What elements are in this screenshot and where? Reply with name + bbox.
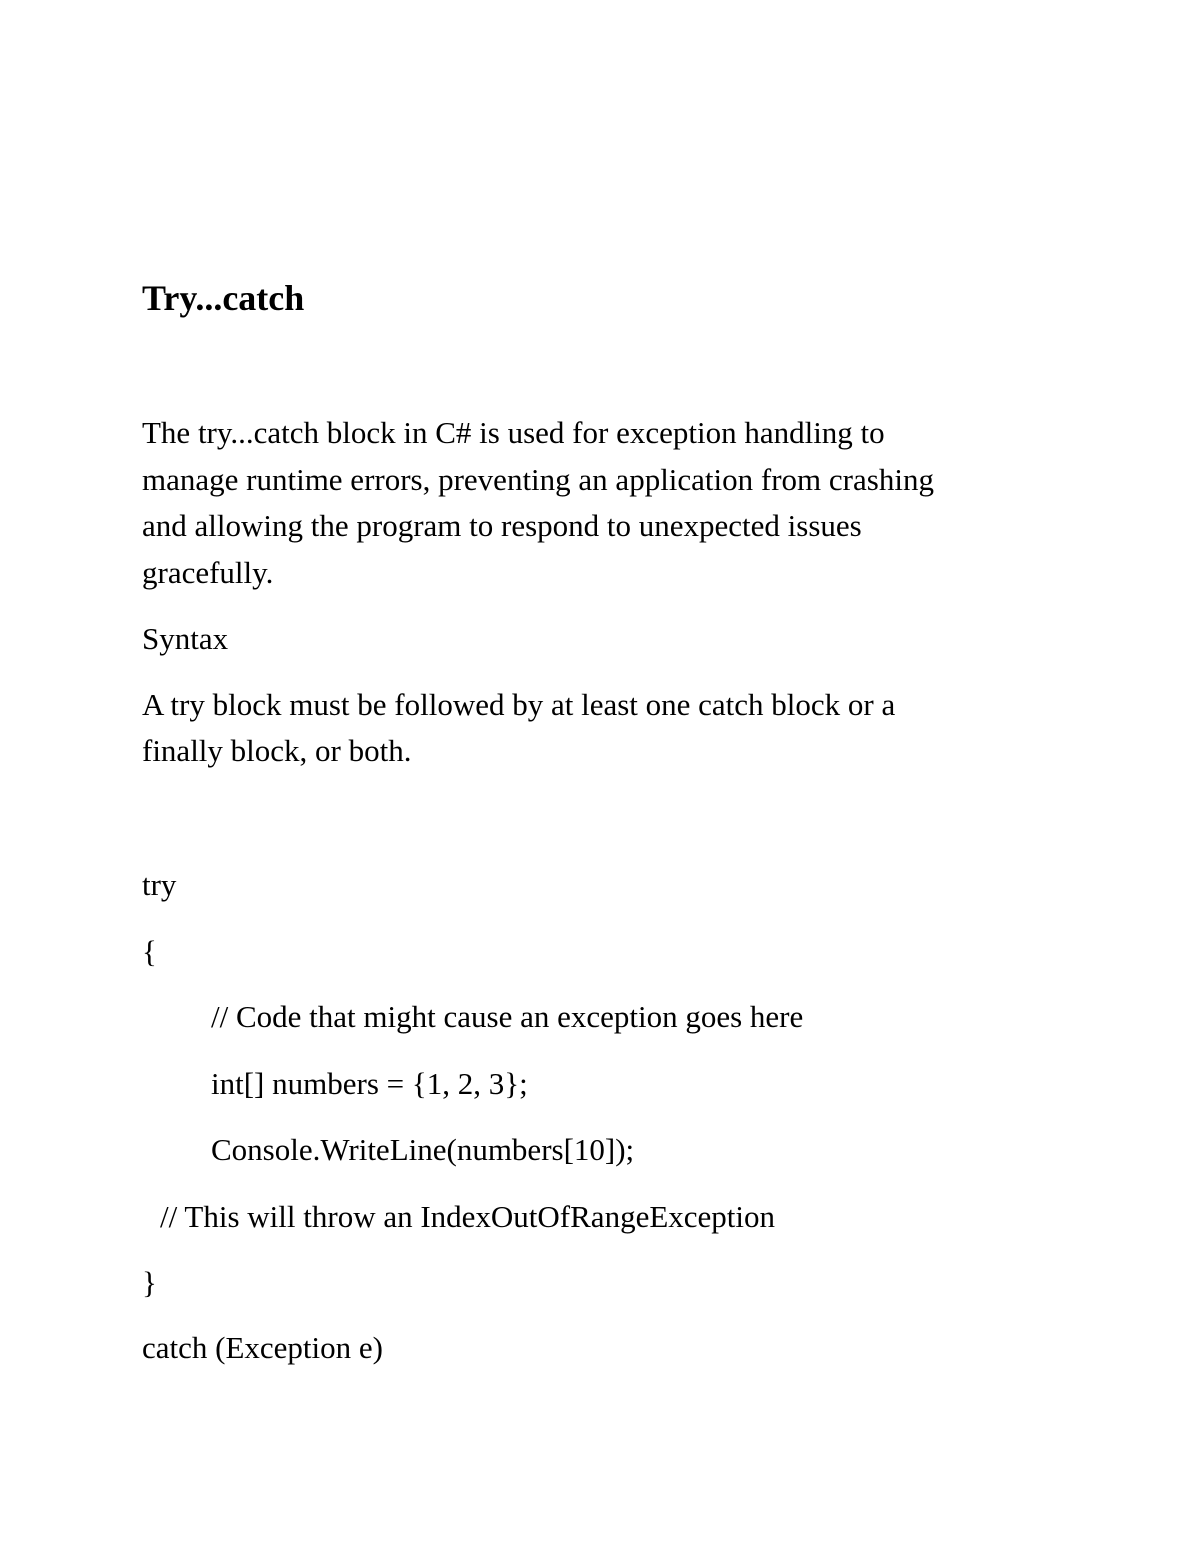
rule-line-2: finally block, or both. [142,733,412,768]
syntax-label: Syntax [142,621,229,656]
code-open-brace: { [142,934,157,969]
document-title: Try...catch [142,278,305,318]
intro-line-1: The try...catch block in C# is used for exception handling to [142,415,885,450]
code-close-brace: } [142,1265,157,1300]
code-comment-line: // Code that might cause an exception goes here [211,999,804,1034]
code-catch-line: catch (Exception e) [142,1330,383,1365]
rule-line-1: A try block must be followed by at least one catch block or a [142,687,896,722]
intro-line-2: manage runtime errors, preventing an application from crashing [142,462,934,497]
code-array-line: int[] numbers = {1, 2, 3}; [211,1066,528,1101]
code-console-line: Console.WriteLine(numbers[10]); [211,1132,635,1167]
code-try-keyword: try [142,867,177,902]
intro-line-4: gracefully. [142,555,274,590]
intro-line-3: and allowing the program to respond to unexpected issues [142,508,862,543]
code-throw-comment: // This will throw an IndexOutOfRangeException [160,1199,776,1234]
